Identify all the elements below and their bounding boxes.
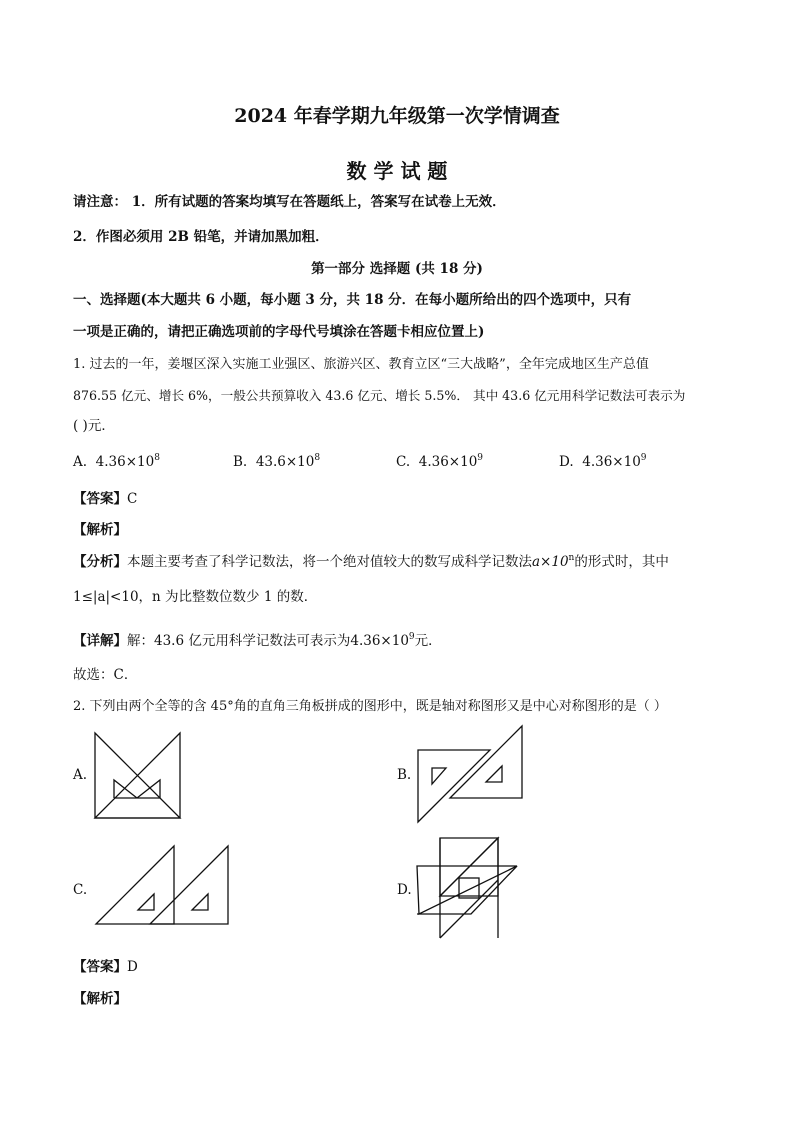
diagonal-lower	[440, 880, 498, 938]
detail-value: 4.36×10	[350, 633, 409, 649]
answer-value: D	[127, 959, 138, 975]
option-label: B.	[233, 454, 248, 470]
fenxi-exponent: n	[568, 553, 575, 563]
inner-triangle-left	[138, 894, 154, 910]
q2-label-d: D.	[397, 882, 412, 898]
q1-answer	[73, 491, 137, 507]
option-value: 4.36×10	[582, 454, 641, 470]
part1-heading: 第一部分 选择题 (共 18 分)	[311, 261, 483, 277]
fenxi-text: 本题主要考查了科学记数法，将一个绝对值较大的数写成科学记数法	[127, 554, 532, 570]
inner-triangle-right	[192, 894, 208, 910]
triangle-top-lower	[440, 838, 498, 896]
q1-analysis-tag: 【解析】	[73, 522, 127, 538]
q2-figure-b	[418, 726, 524, 826]
exam-subtitle: 数 学 试 题	[346, 159, 448, 183]
option-label: A.	[73, 454, 88, 470]
fenxi-tag: 【分析】	[73, 554, 127, 570]
q1-line-2: 876.55 亿元、增长 6%，一般公共预算收入 43.6 亿元、增长 5.5%． 其中 43.6 亿元用科学记数法可表示为	[73, 388, 686, 403]
fenxi-text-3: ，n 为比整数位数少 1 的数．	[138, 589, 318, 605]
answer-tag: 【答案】	[73, 491, 127, 507]
q2-label-a: A.	[73, 767, 88, 783]
option-value: 4.36×10	[95, 454, 155, 470]
q2-label-c: C.	[73, 882, 88, 898]
q1-option-a	[73, 454, 160, 470]
q2-figure-d	[417, 836, 519, 942]
answer-value: C	[127, 491, 138, 507]
part1-instruction-2: 一项是正确的，请把正确选项前的字母代号填涂在答题卡相应位置上)	[73, 324, 485, 340]
option-value: 43.6×10	[255, 454, 315, 470]
q1-line-1: 1. 过去的一年，姜堰区深入实施工业强区、旅游兴区、教育立区“三大战略”，全年完成地区生产总值	[73, 357, 649, 372]
notice-line-1: 请注意： 1．所有试题的答案均填写在答题纸上，答案写在试卷上无效．	[73, 194, 506, 210]
q2-text: 2. 下列由两个全等的含 45°角的直角三角板拼成的图形中，既是轴对称图形又是中心对称图形的是（ ）	[73, 699, 667, 714]
option-exponent: 8	[154, 453, 160, 463]
q1-choose: 故选：C．	[73, 667, 138, 683]
q1-detail	[73, 633, 442, 649]
detail-exponent: 9	[408, 632, 415, 642]
q1-line-3: ( )元．	[73, 418, 115, 434]
q2-figure-c	[94, 846, 232, 928]
inner-square	[459, 878, 479, 898]
answer-tag: 【答案】	[73, 959, 127, 975]
triangle-middle	[417, 866, 517, 914]
q2-analysis-tag: 【解析】	[73, 991, 127, 1007]
q1-option-b	[233, 454, 320, 470]
detail-tag: 【详解】	[73, 633, 127, 649]
q1-option-d	[559, 454, 647, 470]
q2-label-b: B.	[397, 767, 412, 783]
option-value: 4.36×10	[418, 454, 478, 470]
inner-triangle-left	[432, 768, 446, 784]
triangle-right	[450, 726, 522, 798]
exam-title: 2024 年春学期九年级第一次学情调查	[234, 105, 560, 127]
q1-option-c	[396, 454, 483, 470]
detail-end: 元．	[414, 633, 442, 649]
part1-instruction-1: 一、选择题(本大题共 6 小题，每小题 3 分，共 18 分．在每小题所给出的四个选项中，只有	[73, 292, 632, 308]
detail-text: 解：43.6 亿元用科学记数法可表示为	[127, 633, 351, 649]
fenxi-formula: a×10	[532, 554, 569, 570]
q2-figure-a	[90, 730, 185, 822]
q1-fenxi-line-1	[73, 554, 669, 570]
option-exponent: 9	[640, 453, 647, 463]
inner-triangle-right	[486, 766, 502, 782]
option-exponent: 9	[477, 453, 484, 463]
fenxi-text-2: 的形式时，其中	[574, 554, 669, 570]
q2-answer	[73, 959, 138, 975]
fenxi-formula-2: 1≤|a|<10	[73, 589, 139, 605]
triangle-left	[418, 750, 490, 822]
option-label: C.	[396, 454, 411, 470]
option-label: D.	[559, 454, 574, 470]
q1-fenxi-line-2	[73, 589, 317, 605]
notice-line-2: 2．作图必须用 2B 铅笔，并请加黑加粗．	[73, 229, 329, 245]
option-exponent: 8	[314, 453, 321, 463]
